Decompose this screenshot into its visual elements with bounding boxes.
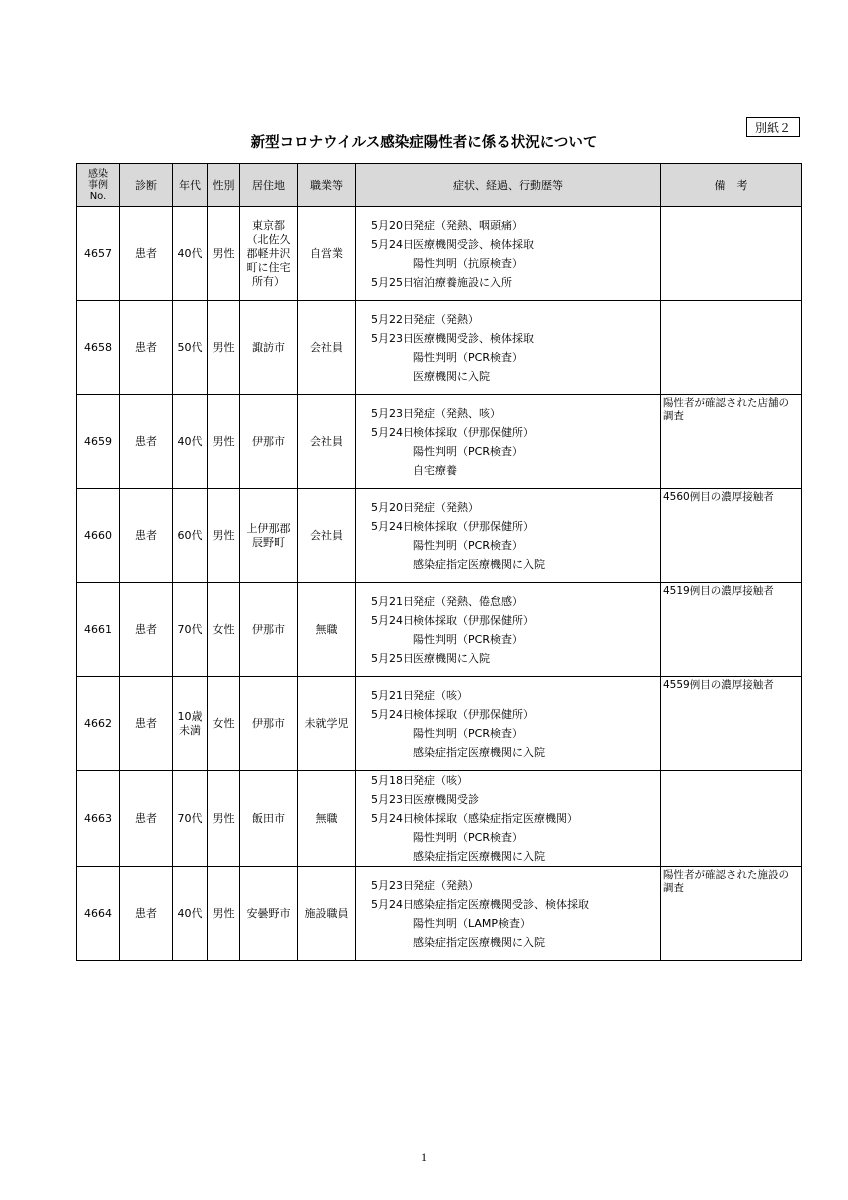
course-text: 発症（発熱、倦怠感） [413,594,523,608]
course-entry [371,216,660,235]
course-entry [371,914,660,933]
header-residence: 居住地 [240,164,298,207]
document-title: 新型コロナウイルス感染症陽性者に係る状況について [250,135,598,151]
course-date: 5月22日 [371,312,414,326]
course-date: 5月24日 [371,707,414,721]
page-number: 1 [421,1150,427,1164]
notes-cell: 陽性者が確認された店舗の調査 [661,395,802,489]
table-row [77,395,802,489]
sex-cell: 男性 [208,771,240,867]
table-row [77,207,802,301]
course-cell [356,867,661,961]
case-number: 4663 [77,771,120,867]
residence-cell: 伊那市 [240,583,298,677]
course-entry [371,895,660,914]
course-cell [356,583,661,677]
table-header-row [77,164,802,207]
appendix-label: 別紙２ [746,117,800,137]
course-text: 陽性判明（抗原検査） [413,256,523,270]
diagnosis-cell: 患者 [120,867,173,961]
course-entry [371,348,660,367]
course-entry [371,367,660,386]
occupation-cell: 会社員 [298,395,356,489]
header-course: 症状、経過、行動歴等 [356,164,661,207]
diagnosis-cell: 患者 [120,395,173,489]
diagnosis-cell: 患者 [120,677,173,771]
age-cell: 50代 [173,301,208,395]
course-text: 発症（発熱、咽頭痛） [413,218,523,232]
course-entry [371,611,660,630]
course-entry [371,254,660,273]
sex-cell: 男性 [208,301,240,395]
course-text: 感染症指定医療機関に入院 [413,745,545,759]
course-date: 5月24日 [371,812,414,825]
course-text: 医療機関に入院 [413,651,490,665]
table-row [77,489,802,583]
age-cell: 40代 [173,867,208,961]
sex-cell: 男性 [208,867,240,961]
occupation-cell: 会社員 [298,489,356,583]
course-entry [371,630,660,649]
course-entry [371,933,660,952]
age-cell: 40代 [173,395,208,489]
course-text: 陽性判明（PCR検査） [413,350,523,364]
course-entry [371,771,660,790]
occupation-cell: 無職 [298,583,356,677]
course-entry [371,517,660,536]
course-text: 医療機関受診、検体採取 [413,331,534,345]
course-entry [371,705,660,724]
course-entry [371,649,660,668]
course-text: 陽性判明（PCR検査） [413,444,523,458]
occupation-cell: 無職 [298,771,356,867]
notes-cell [661,207,802,301]
diagnosis-cell: 患者 [120,771,173,867]
notes-cell [661,771,802,867]
course-text: 陽性判明（PCR検査） [413,632,523,646]
case-number: 4662 [77,677,120,771]
header-diagnosis: 診断 [120,164,173,207]
sex-cell: 女性 [208,583,240,677]
residence-cell: 伊那市 [240,395,298,489]
age-cell: 60代 [173,489,208,583]
course-text: 発症（発熱、咳） [413,406,501,420]
occupation-cell: 自営業 [298,207,356,301]
age-cell: 70代 [173,583,208,677]
course-text: 医療機関に入院 [413,369,490,383]
case-number: 4659 [77,395,120,489]
course-cell [356,395,661,489]
sex-cell: 男性 [208,395,240,489]
course-text: 医療機関受診 [413,793,479,806]
diagnosis-cell: 患者 [120,301,173,395]
course-date: 5月20日 [371,500,414,514]
course-entry [371,592,660,611]
course-date: 5月23日 [371,331,414,345]
course-text: 宿泊療養施設に入所 [413,275,512,289]
course-text: 陽性判明（PCR検査） [413,726,523,740]
sex-cell: 女性 [208,677,240,771]
header-no: 感染 事例 No. [77,164,120,207]
case-number: 4657 [77,207,120,301]
residence-cell: 安曇野市 [240,867,298,961]
course-date: 5月25日 [371,651,414,665]
age-cell: 70代 [173,771,208,867]
course-text: 発症（発熱） [413,878,479,892]
sex-cell: 男性 [208,207,240,301]
table-row [77,771,802,867]
course-entry [371,235,660,254]
table-row [77,583,802,677]
course-date: 5月24日 [371,519,414,533]
course-text: 感染症指定医療機関に入院 [413,935,545,949]
case-number: 4660 [77,489,120,583]
course-entry [371,536,660,555]
table-row [77,301,802,395]
notes-cell [661,301,802,395]
course-text: 陽性判明（PCR検査） [413,831,523,844]
diagnosis-cell: 患者 [120,207,173,301]
residence-cell: 伊那市 [240,677,298,771]
diagnosis-cell: 患者 [120,583,173,677]
course-text: 感染症指定医療機関に入院 [413,850,545,863]
course-date: 5月20日 [371,218,414,232]
course-entry [371,273,660,292]
course-text: 自宅療養 [413,463,457,477]
course-entry [371,809,660,828]
course-cell [356,489,661,583]
diagnosis-cell: 患者 [120,489,173,583]
course-entry [371,555,660,574]
course-date: 5月24日 [371,237,414,251]
course-entry [371,828,660,847]
course-entry [371,724,660,743]
course-text: 医療機関受診、検体採取 [413,237,534,251]
course-text: 検体採取（伊那保健所） [413,519,534,533]
occupation-cell: 施設職員 [298,867,356,961]
occupation-cell: 会社員 [298,301,356,395]
header-occupation: 職業等 [298,164,356,207]
course-text: 感染症指定医療機関受診、検体採取 [413,897,589,911]
course-entry [371,404,660,423]
course-entry [371,847,660,866]
course-text: 検体採取（伊那保健所） [413,425,534,439]
table-row [77,867,802,961]
course-cell [356,301,661,395]
case-number: 4658 [77,301,120,395]
occupation-cell: 未就学児 [298,677,356,771]
course-date: 5月21日 [371,594,414,608]
course-text: 発症（発熱） [413,500,479,514]
course-entry [371,310,660,329]
course-entry [371,790,660,809]
course-cell [356,677,661,771]
course-text: 感染症指定医療機関に入院 [413,557,545,571]
age-cell: 10歳 未満 [173,677,208,771]
course-entry [371,743,660,762]
course-entry [371,686,660,705]
case-number: 4661 [77,583,120,677]
residence-cell: 飯田市 [240,771,298,867]
cases-table [76,163,802,961]
course-date: 5月21日 [371,688,414,702]
course-cell [356,207,661,301]
course-text: 陽性判明（PCR検査） [413,538,523,552]
course-date: 5月18日 [371,774,414,787]
course-date: 5月23日 [371,406,414,420]
case-number: 4664 [77,867,120,961]
age-cell: 40代 [173,207,208,301]
residence-cell: 諏訪市 [240,301,298,395]
table-row [77,677,802,771]
notes-cell: 4560例目の濃厚接触者 [661,489,802,583]
course-date: 5月23日 [371,878,414,892]
course-date: 5月24日 [371,897,414,911]
course-entry [371,876,660,895]
header-age: 年代 [173,164,208,207]
sex-cell: 男性 [208,489,240,583]
course-text: 発症（咳） [413,774,468,787]
course-date: 5月25日 [371,275,414,289]
course-entry [371,329,660,348]
course-text: 陽性判明（LAMP検査） [413,916,532,930]
notes-cell: 陽性者が確認された施設の調査 [661,867,802,961]
course-entry [371,498,660,517]
course-entry [371,442,660,461]
notes-cell: 4519例目の濃厚接触者 [661,583,802,677]
course-text: 発症（咳） [413,688,468,702]
residence-cell: 東京都 （北佐久 郡軽井沢 町に住宅 所有） [240,207,298,301]
course-entry [371,461,660,480]
course-cell [356,771,661,867]
residence-cell: 上伊那郡 辰野町 [240,489,298,583]
course-text: 発症（発熱） [413,312,479,326]
course-text: 検体採取（感染症指定医療機関） [413,812,578,825]
header-sex: 性別 [208,164,240,207]
course-text: 検体採取（伊那保健所） [413,613,534,627]
course-date: 5月24日 [371,425,414,439]
course-text: 検体採取（伊那保健所） [413,707,534,721]
notes-cell: 4559例目の濃厚接触者 [661,677,802,771]
header-notes: 備 考 [661,164,802,207]
course-entry [371,423,660,442]
course-date: 5月23日 [371,793,414,806]
course-date: 5月24日 [371,613,414,627]
